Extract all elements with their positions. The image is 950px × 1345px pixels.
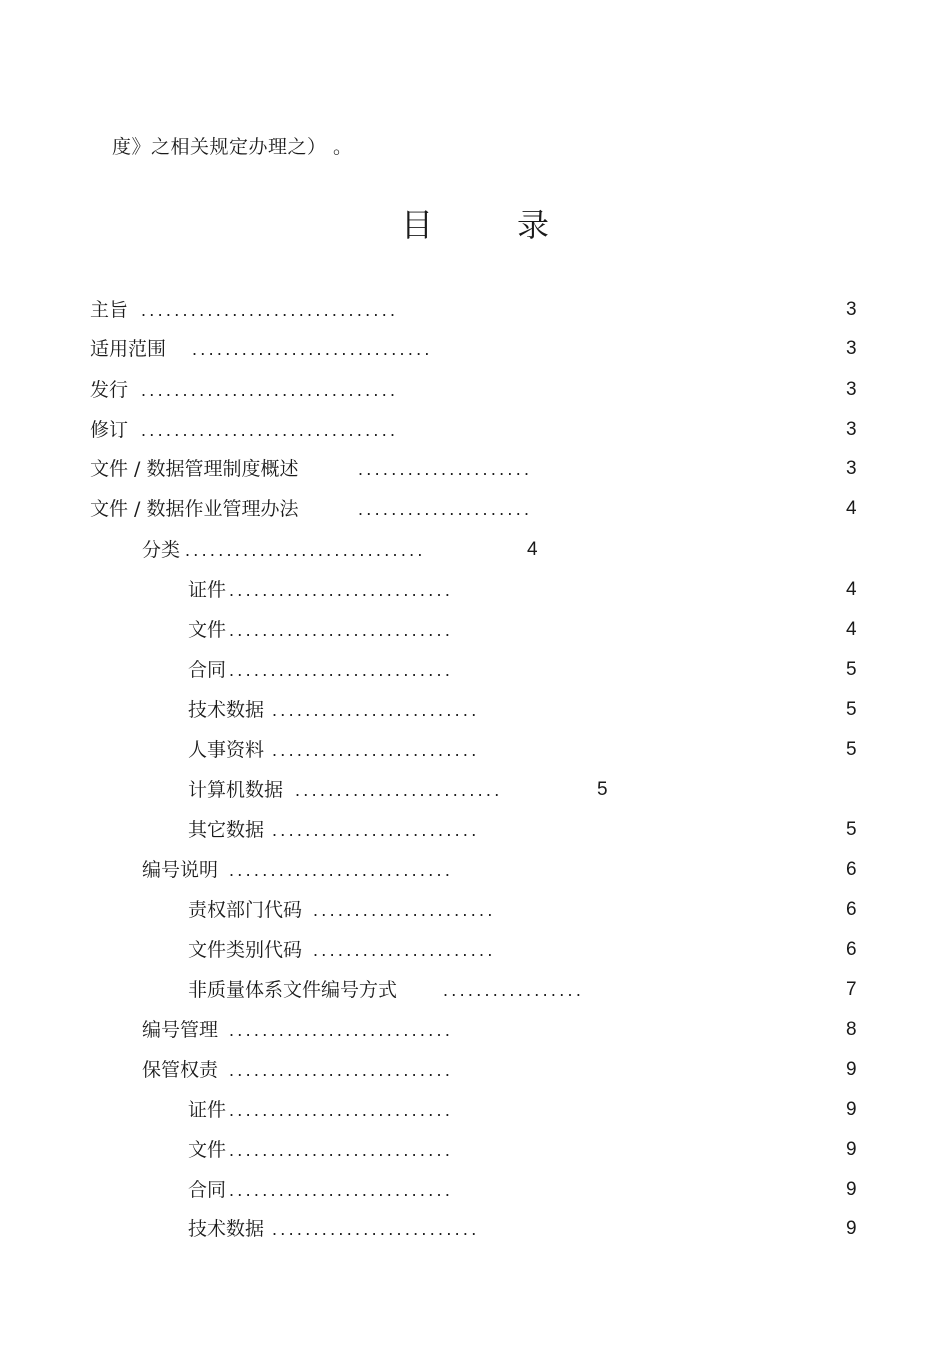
toc-leader-dots: ........................... [229, 1060, 454, 1080]
toc-page-number: 8 [846, 1019, 857, 1040]
toc-entry-label: 责权部门代码 [188, 899, 303, 921]
toc-entry-procedures[interactable] [0, 494, 950, 524]
toc-leader-dots: ........................... [229, 580, 454, 600]
toc-entry-label: 非质量体系文件编号方式 [188, 979, 398, 1001]
toc-entry-label: 合同 [188, 1179, 227, 1201]
toc-leader-dots: ..................... [358, 459, 533, 479]
toc-page-number: 9 [846, 1059, 857, 1080]
toc-page-number: 6 [846, 939, 857, 960]
toc-page-number: 3 [846, 379, 857, 400]
toc-entry-issue[interactable] [0, 375, 950, 405]
toc-leader-dots: ......................... [272, 740, 480, 760]
toc-title-char-2: 录 [517, 206, 550, 244]
toc-page-number: 5 [846, 819, 857, 840]
toc-entry-label: 保管权责 [142, 1059, 219, 1081]
toc-entry-personnel[interactable] [0, 735, 950, 765]
toc-entry-certificates[interactable] [0, 575, 950, 605]
toc-leader-dots: ......................... [272, 700, 480, 720]
toc-page-number: 6 [846, 899, 857, 920]
toc-leader-dots: ............................... [141, 380, 399, 400]
toc-entry-label: 编号管理 [142, 1019, 219, 1041]
toc-entry-label: 文件类别代码 [188, 939, 303, 961]
toc-entry-label: 修订 [90, 419, 129, 441]
toc-entry-contracts[interactable] [0, 655, 950, 685]
toc-entry-scope[interactable] [0, 334, 950, 364]
toc-entry-label: 文件 [188, 1139, 227, 1161]
toc-page-number: 5 [846, 739, 857, 760]
toc-page-number: 4 [527, 539, 538, 560]
toc-entry-label: 适用范围 [90, 338, 167, 360]
toc-entry-custody-contracts[interactable] [0, 1175, 950, 1205]
toc-entry-non-qms-numbering[interactable] [0, 975, 950, 1005]
toc-entry-label: 分类 [142, 539, 181, 561]
toc-entry-numbering-management[interactable] [0, 1015, 950, 1045]
toc-leader-dots: ........................... [229, 1020, 454, 1040]
toc-entry-label: 文件 / 数据管理制度概述 [90, 458, 299, 480]
toc-entry-purpose[interactable] [0, 295, 950, 325]
toc-page-number: 9 [846, 1179, 857, 1200]
toc-leader-dots: ......................... [295, 780, 503, 800]
toc-leader-dots: ........................... [229, 1100, 454, 1120]
toc-entry-label: 人事资料 [188, 739, 265, 761]
toc-entry-custody[interactable] [0, 1055, 950, 1085]
toc-page-number: 6 [846, 859, 857, 880]
toc-leader-dots: ............................... [141, 420, 399, 440]
toc-entry-label: 技术数据 [188, 1218, 265, 1240]
toc-page-number: 9 [846, 1218, 857, 1239]
toc-title-char-1: 目 [400, 206, 433, 244]
toc-entry-computer-data[interactable] [0, 775, 950, 805]
toc-page-number: 4 [846, 579, 857, 600]
toc-entry-department-codes[interactable] [0, 895, 950, 925]
toc-page-number: 4 [846, 619, 857, 640]
toc-leader-dots: ..................... [358, 499, 533, 519]
toc-entry-label: 证件 [188, 1099, 227, 1121]
toc-page-number: 3 [846, 419, 857, 440]
toc-page-number: 7 [846, 979, 857, 1000]
toc-leader-dots: ...................... [313, 940, 496, 960]
toc-page-number: 3 [846, 338, 857, 359]
toc-entry-category-codes[interactable] [0, 935, 950, 965]
toc-entry-numbering-notes[interactable] [0, 855, 950, 885]
toc-leader-dots: ........................... [229, 1140, 454, 1160]
toc-leader-dots: ........................... [229, 660, 454, 680]
toc-page-number: 4 [846, 498, 857, 519]
toc-entry-label: 编号说明 [142, 859, 219, 881]
toc-entry-custody-certificates[interactable] [0, 1095, 950, 1125]
toc-leader-dots: ............................. [185, 540, 426, 560]
toc-page-number: 9 [846, 1099, 857, 1120]
toc-entry-label: 证件 [188, 579, 227, 601]
toc-entry-documents[interactable] [0, 615, 950, 645]
toc-entry-technical-data[interactable] [0, 695, 950, 725]
toc-leader-dots: ...................... [313, 900, 496, 920]
toc-entry-label: 计算机数据 [188, 779, 284, 801]
toc-page-number: 5 [846, 699, 857, 720]
toc-entry-label: 技术数据 [188, 699, 265, 721]
toc-leader-dots: ............................... [141, 300, 399, 320]
toc-leader-dots: ........................... [229, 620, 454, 640]
toc-entry-revision[interactable] [0, 415, 950, 445]
toc-page-number: 5 [846, 659, 857, 680]
toc-entry-custody-documents[interactable] [0, 1135, 950, 1165]
toc-entry-label: 其它数据 [188, 819, 265, 841]
toc-entry-classification[interactable] [0, 535, 950, 565]
toc-entry-custody-technical-data[interactable] [0, 1214, 950, 1244]
toc-entry-label: 文件 / 数据作业管理办法 [90, 498, 299, 520]
toc-entry-label: 合同 [188, 659, 227, 681]
toc-page-number: 5 [597, 779, 608, 800]
toc-page-number: 9 [846, 1139, 857, 1160]
toc-leader-dots: ........................... [229, 860, 454, 880]
toc-entry-label: 文件 [188, 619, 227, 641]
toc-leader-dots: ......................... [272, 820, 480, 840]
toc-page-number: 3 [846, 458, 857, 479]
intro-text: 度》之相关规定办理之） 。 [112, 136, 353, 158]
toc-entry-other-data[interactable] [0, 815, 950, 845]
toc-entry-label: 发行 [90, 379, 129, 401]
toc-leader-dots: ............................. [192, 339, 433, 359]
toc-leader-dots: ........................... [229, 1180, 454, 1200]
toc-page-number: 3 [846, 299, 857, 320]
toc-entry-overview[interactable] [0, 454, 950, 484]
toc-leader-dots: ......................... [272, 1219, 480, 1239]
toc-entry-label: 主旨 [90, 299, 129, 321]
toc-leader-dots: ................. [443, 980, 585, 1000]
